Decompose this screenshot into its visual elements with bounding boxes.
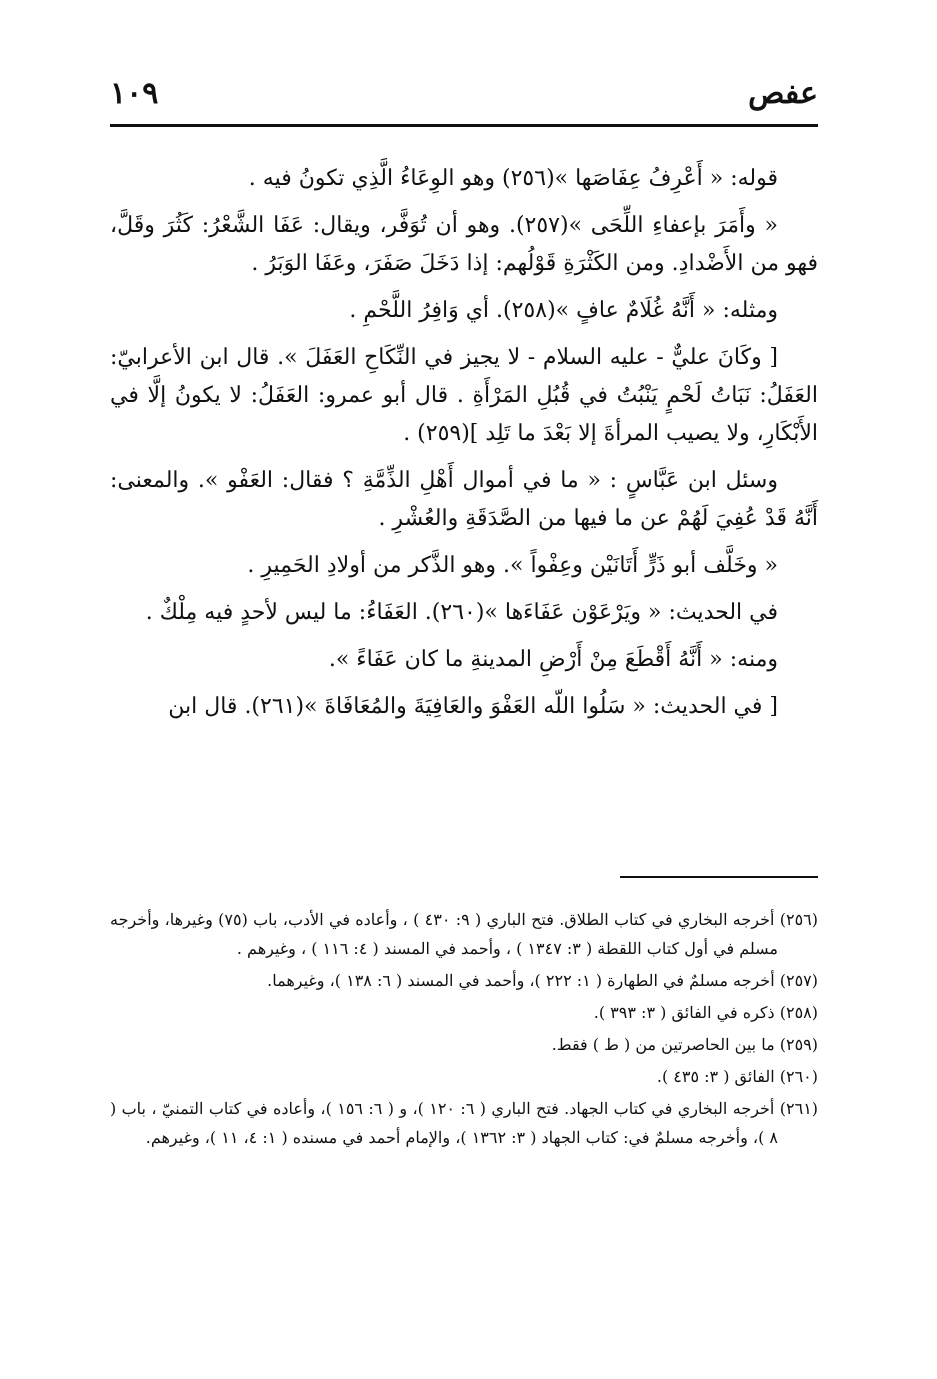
footnote: (٢٥٦) أخرجه البخاري في كتاب الطلاق. فتح الباري ( ٩: ٤٣٠ ) ، وأعاده في الأدب، باب (٧٥) وغيرها، وأخرجه مسلم في أول كتاب اللقطة ( ٣: ١٣٤٧ ) ، وأحمد في المسند ( ٤: ١١٦ ) ، وغيرهم .	[110, 910, 818, 958]
paragraph: [ وكَانَ عليٌّ - عليه السلام - لا يجيز في النِّكَاحِ العَفَلَ ». قال ابن الأعرابيّ: العَفَلُ: نَبَاتُ لَحْمٍ يَنْبُتُ في قُبُلِ المَرْأَةِ . قال أبو عمرو: العَفَلُ: لا يكونُ إلَّا في الأَبْكَارِ، ولا يصيب المرأةَ إلا بَعْدَ ما تَلِد ](٢٥٩) .	[110, 345, 818, 446]
page-header	[110, 70, 818, 120]
paragraph: « وأَمَرَ بإعفاءِ اللِّحَى »(٢٥٧). وهو أن تُوَفَّر، ويقال: عَفَا الشَّعْرُ: كَثُرَ وقَلَّ، فهو من الأَضْدادِ. ومن الكَثْرَةِ قَوْلُهم: إذا دَخَلَ صَفَرَ، وعَفَا الوَبَرُ .	[110, 213, 818, 276]
paragraph: [ في الحديث: « سَلُوا اللّه العَفْوَ والعَافِيَةَ والمُعَافَاةَ »(٢٦١). قال ابن	[168, 694, 778, 719]
paragraph: قوله: « أَعْرِفُ عِفَاصَها »(٢٥٦) وهو الوِعَاءُ الَّذِي تكونُ فيه .	[248, 166, 778, 191]
page-number: ١٠٩	[110, 76, 159, 111]
footnote: (٢٦٠) الفائق ( ٣: ٤٣٥ ).	[656, 1067, 818, 1086]
footnote: (٢٥٩) ما بين الحاصرتين من ( ط ) فقط.	[551, 1035, 818, 1054]
footnote: (٢٥٨) ذكره في الفائق ( ٣: ٣٩٣ ).	[593, 1003, 818, 1022]
paragraph: وسئل ابن عَبَّاسٍ : « ما في أموال أَهْلِ الذِّمَّةِ ؟ فقال: العَفْو ». والمعنى: أَنَّهُ قَدْ عُفِيَ لَهُمْ عن ما فيها من الصَّدَقَةِ والعُشْرِ .	[110, 468, 818, 531]
entry-heading: عفص	[748, 76, 818, 111]
footnote-divider	[620, 876, 818, 878]
paragraph: « وخَلَّف أبو ذَرٍّ أَتَانَيْن وعِفْواً ». وهو الذَّكر من أولادِ الحَمِيرِ .	[247, 553, 778, 578]
paragraph: في الحديث: « ويَرْعَوْن عَفَاءَها »(٢٦٠). العَفَاءُ: ما ليس لأحدٍ فيه مِلْكٌ .	[145, 600, 778, 625]
paragraph: ومثله: « أَنَّهُ غُلَامٌ عافٍ »(٢٥٨). أي وَافِرُ اللَّحْمِ .	[349, 298, 778, 323]
footnotes	[110, 905, 818, 1155]
paragraph: ومنه: « أَنَّهُ أَقْطَعَ مِنْ أَرْضِ المدينةِ ما كان عَفَاءً ».	[328, 647, 778, 672]
footnote: (٢٦١) أخرجه البخاري في كتاب الجهاد. فتح الباري ( ٦: ١٢٠ )، و ( ٦: ١٥٦ )، وأعاده في كتاب التمنيّ ، باب ( ٨ )، وأخرجه مسلمٌ في: كتاب الجهاد ( ٣: ١٣٦٢ )، والإمام أحمد في مسنده ( ١: ٤، ١١ )، وغيرهم.	[110, 1099, 819, 1147]
main-text	[110, 160, 818, 735]
header-divider	[110, 124, 818, 127]
footnote: (٢٥٧) أخرجه مسلمٌ في الطهارة ( ١: ٢٢٢ )، وأحمد في المسند ( ٦: ١٣٨ )، وغيرهما.	[267, 971, 818, 990]
